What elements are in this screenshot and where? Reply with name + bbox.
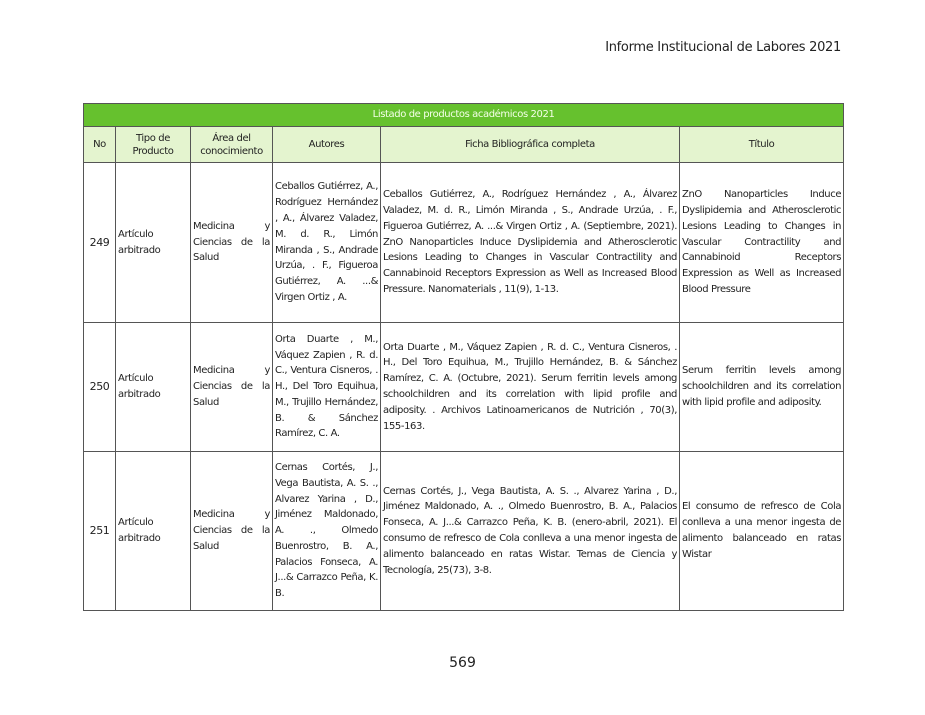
- header-tipo: Tipo de Producto: [116, 127, 191, 163]
- header-no: No: [84, 127, 116, 163]
- cell-tipo: Artículo arbitrado: [116, 323, 191, 452]
- cell-tipo: Artículo arbitrado: [116, 452, 191, 611]
- table-title: Listado de productos académicos 2021: [84, 104, 844, 127]
- cell-no: 251: [84, 452, 116, 611]
- cell-no: 249: [84, 163, 116, 323]
- cell-titulo: ZnO Nanoparticles Induce Dyslipidemia and Atherosclerotic Lesions Leading to Changes in Vascular Contractility and Cannabinoid Receptors Expression as Well as Increased Blood Pressure: [680, 163, 844, 323]
- cell-titulo: El consumo de refresco de Cola conlleva a una menor ingesta de alimento balanceado en ratas Wistar: [680, 452, 844, 611]
- cell-area: Medicina y Ciencias de la Salud: [191, 323, 273, 452]
- header-ficha: Ficha Bibliográfica completa: [381, 127, 680, 163]
- table-row: [84, 323, 844, 452]
- header-autores: Autores: [273, 127, 381, 163]
- cell-autores: Cernas Cortés, J., Vega Bautista, A. S. ., Alvarez Yarina , D., Jiménez Maldonado, A. ., Olmedo Buenrostro, B. A., Palacios Fonseca, A. J...& Carrazco Peña, K. B.: [273, 452, 381, 611]
- cell-ficha: Ceballos Gutiérrez, A., Rodríguez Hernández , A., Álvarez Valadez, M. d. R., Limón Miranda , S., Andrade Urzúa, . F., Figueroa Gutiérrez, A. ...& Virgen Ortiz , A. (Septiembre, 2021). ZnO Nanoparticles Induce Dyslipidemia and Atherosclerotic Lesions Leading to Changes in Vascular Contractility and Cannabinoid Receptors Expression as Well as Increased Blood Pressure. Nanomaterials , 11(9), 1-13.: [381, 163, 680, 323]
- cell-tipo: Artículo arbitrado: [116, 163, 191, 323]
- header-titulo: Título: [680, 127, 844, 163]
- page-number: 569: [449, 655, 476, 671]
- cell-area: Medicina y Ciencias de la Salud: [191, 163, 273, 323]
- table-row: [84, 452, 844, 611]
- header-area: Área del conocimiento: [191, 127, 273, 163]
- cell-ficha: Cernas Cortés, J., Vega Bautista, A. S. ., Alvarez Yarina , D., Jiménez Maldonado, A. ., Olmedo Buenrostro, B. A., Palacios Fonseca, A. J...& Carrazco Peña, K. B. (enero-abril, 2021). El consumo de refresco de Cola conlleva a una menor ingesta de alimento balanceado en ratas Wistar. Temas de Ciencia y Tecnología, 25(73), 3-8.: [381, 452, 680, 611]
- cell-area: Medicina y Ciencias de la Salud: [191, 452, 273, 611]
- cell-ficha: Orta Duarte , M., Váquez Zapien , R. d. C., Ventura Cisneros, . H., Del Toro Equihua, M., Trujillo Hernández, B. & Sánchez Ramírez, C. A. (Octubre, 2021). Serum ferritin levels among schoolchildren and its correlation with lipid profile and adiposity. . Archivos Latinoamericanos de Nutrición , 70(3), 155-163.: [381, 323, 680, 452]
- table-row: [84, 163, 844, 323]
- cell-autores: Orta Duarte , M., Váquez Zapien , R. d. C., Ventura Cisneros, . H., Del Toro Equihua, M., Trujillo Hernández, B. & Sánchez Ramírez, C. A.: [273, 323, 381, 452]
- cell-titulo: Serum ferritin levels among schoolchildren and its correlation with lipid profile and adiposity.: [680, 323, 844, 452]
- cell-no: 250: [84, 323, 116, 452]
- cell-autores: Ceballos Gutiérrez, A., Rodríguez Hernández , A., Álvarez Valadez, M. d. R., Limón Miranda , S., Andrade Urzúa, . F., Figueroa Gutiérrez, A. ...& Virgen Ortiz , A.: [273, 163, 381, 323]
- running-header: Informe Institucional de Labores 2021: [605, 40, 841, 55]
- academic-products-table: [83, 103, 844, 611]
